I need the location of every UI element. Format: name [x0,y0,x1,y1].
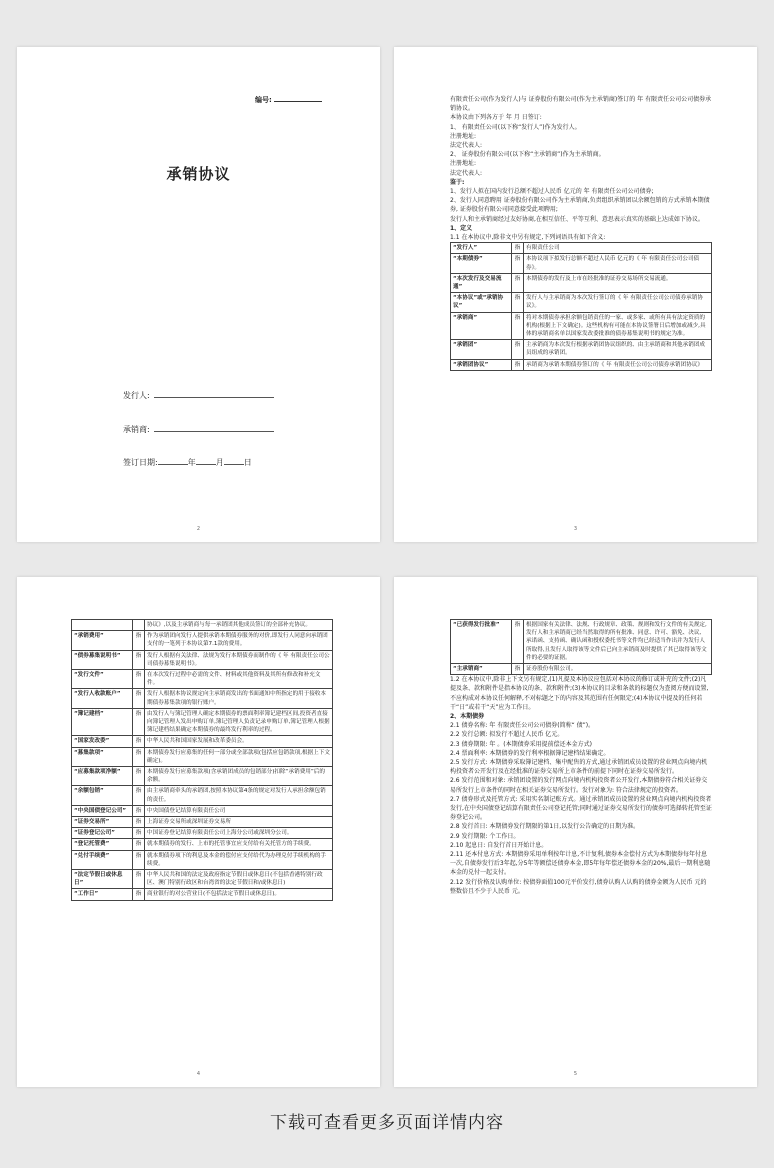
definition-term: “本次发行及交易流通” [451,273,512,292]
page-number: 3 [573,526,578,532]
definition-row [72,786,333,805]
party-line-8: 法定代表人: [450,169,483,177]
page-3 [394,47,757,542]
definition-row [72,870,333,889]
bond-term-10: 2.8 发行首日: 本期债券发行期限的第1日,以发行公告确定的日期为准。 [450,823,640,831]
definition-row [72,850,333,869]
bond-terms [450,675,712,896]
definition-term: “发行人” [451,243,512,254]
bond-term-4: 2.2 发行总额: 拟发行不超过人民币 亿元。 [450,731,564,739]
definition-marker: 指 [512,273,524,292]
party-line-6: 2、 证券股份有限公司(以下称“主承销商”)作为主承销商。 [450,151,605,159]
definition-term: “发行人收款账户” [72,689,133,708]
definition-row [72,889,333,900]
definition-text: 根据国家有关法律、法规、行政规章、政策、规则和发行文件的有关规定,发行人和主承销商已经当然取得的所有批准、同意、许可、豁免、决议、承诺函、支持函、确认函和授权委托书等文件均已经适当作出并为发行人所取得,且发行人取得该等文件后已向主承销商及时提供了其已取得该等文件的必要的证据。 [524,620,712,664]
bond-term-12: 2.10 起息日: 自发行首日开始计息。 [450,841,548,849]
definition-marker: 指 [133,747,145,766]
definition-term: “募集款项” [72,747,133,766]
definition-text: 商业银行的对公营业日(不包括法定节假日或休息日)。 [145,889,333,900]
definition-row [451,359,712,370]
definition-term: “发行文件” [72,670,133,689]
definition-text: 证券股份有限公司。 [524,664,712,675]
definition-marker: 指 [133,650,145,669]
definition-text: 在本次发行过程中必需的文件、材料或其他资料及其所有修改和补充文件。 [145,670,333,689]
definition-text: 本期债券发行应募集的任何一部分或全部款项(包括应包销款项,根据上下文确定)。 [145,747,333,766]
definition-row [72,650,333,669]
date-label: 签订日期: [123,458,158,467]
definition-marker [133,620,145,631]
definition-text: 主承销商为本次发行根据承销团协议组织的、由主承销商和其他承销团成员组成的承销团。 [524,340,712,359]
definition-marker: 指 [133,850,145,869]
definition-text: 本期债券的发行及上市在经批准的证券交易场所交易流通。 [524,273,712,292]
definition-term: “本协议”或“承销协议” [451,293,512,312]
bond-term-11: 2.9 发行期限: 个工作日。 [450,832,520,840]
definition-row [451,243,712,254]
definition-marker: 指 [512,254,524,273]
definition-term: “余额包销” [72,786,133,805]
definition-term: “已获得发行批准” [451,620,512,664]
definition-text: 发行人与主承销商为本次发行签订的《 年 有限责任公司公司债券承销协议》。 [524,293,712,312]
page-5-body [450,619,712,896]
definition-term: “法定节假日或休息日” [72,870,133,889]
definition-text: 由发行人与簿记管理人确定本期债券的票面利率簿记建档区间,投资者直接向簿记管理人发出申购订单,簿记管理人负责记录申购订单,簿记管理人根据簿记建档结果确定本期债券的最终发行利率的过程。 [145,708,333,736]
definition-row [72,670,333,689]
definition-text: 中华人民共和国国家发展和改革委员会。 [145,736,333,747]
day-label: 日 [243,458,252,467]
whereas-item-2: 2、发行人同意聘用 证券股份有限公司作为主承销商,负责组织承销团以余额包销的方式承销本期债券, 证券股份有限公司同意接受此项聘用; [450,197,710,214]
definition-term: “国家发改委” [72,736,133,747]
signing-date [123,457,252,468]
definition-marker: 指 [133,708,145,736]
definition-row [451,620,712,664]
definition-row [72,817,333,828]
page-4-body [71,619,333,901]
definition-row [451,340,712,359]
definition-term: “承销团协议” [451,359,512,370]
definition-term: “主承销商” [451,664,512,675]
bond-term-5: 2.3 债券期限: 年 。(本期债券采用提前偿还本金方式) [450,740,592,748]
bond-term-13: 2.11 还本付息方式: 本期债券采用单利按年计息,不计复利,债券本金偿付方式为本期债券每年付息一次,自债券发行后3年起,分5年等额偿还债券本金,即5年每年偿还债券本金的20%,最后一期利息随本金的兑付一起支付。 [450,851,711,877]
definition-text: 中国证券登记结算有限责任公司上海分公司或深圳分公司。 [145,828,333,839]
definition-marker: 指 [512,620,524,664]
bond-term-1: 1.2 在本协议中,除非上下文另有规定,(1)凡提及本协议应包括对本协议的修订或补充的文件;(2)凡提及条、款和附件是指本协议的条、款和附件;(3)本协议的目录和条款的标题仅为查阅方便而设置,不应构成对本协议任何解释,不对标题之下的内容及其范围有任何限定;(4)本协议中提及的任何若干“日”或若干“天”应为工作日。 [450,676,709,711]
bond-term-8: 2.6 发行范围和对象: 承销团设置的发行网点向境内机构投资者公开发行,本期债券符合相关证券交易所发行上市条件的同时在相关证券交易所发行。发行对象为: 符合法律规定的投资者。 [450,777,708,794]
whereas-item-1: 1、发行人拟在国内发行总额不超过人民币 亿元的 年 有限责任公司公司债券; [450,188,654,196]
issuer-signature-line [123,390,274,401]
agreement-number [255,95,322,105]
definition-term: “簿记建档” [72,708,133,736]
party-line-2: 本协议由下列各方于 年 月 日签订: [450,114,542,122]
definition-text: 发行人根据有关法律、法规为发行本期债券而制作的《 年 有限责任公司公司债券募集说明书》。 [145,650,333,669]
page-4 [17,577,380,1087]
definition-text: 协议》,以及主承销商与每一承销团其他成员签订的全部补充协议。 [145,620,333,631]
party-line-1: 有限责任公司(作为发行人)与 证券股份有限公司(作为主承销商)签订的 年 有限责任公司公司债券承销协议。 [450,96,712,113]
bond-term-9: 2.7 债券形式及托管方式: 采用实名制记账方式。通过承销团成员设置的营业网点向境内机构投资者发行,在中央国债登记结算有限责任公司登记托管;同时通过证券交易所发行的债券可选择转托管至证券登记公司。 [450,795,712,822]
definition-text: 本期债券发行应募集款项(含承销团成员的包销部分)扣除“承销费用”后的余额。 [145,767,333,786]
bond-term-14: 2.12 发行价格及认购单位: 按债券面值100元平价发行,债券认购人认购的债券金额为人民币 元的整数倍且不少于人民币 元。 [450,878,707,895]
definition-text: 承销商为承销本期债券签订的《 年 有限责任公司公司债券承销团协议》 [524,359,712,370]
definition-row [72,805,333,816]
page-number: 4 [196,1071,201,1077]
definition-marker: 指 [133,889,145,900]
definition-row [72,708,333,736]
page-3-body [450,95,712,371]
definition-term: “证券登记公司” [72,828,133,839]
definition-text: 本协议项下拟发行总额不超过人民币 亿元的《 年 有限责任公司公司债券》。 [524,254,712,273]
definition-row [72,747,333,766]
whereas-item-3: 发行人和主承销商经过友好协商,在相互信任、平等互利、意思表示真实的基础上达成如下协议。 [450,215,704,223]
party-line-5: 法定代表人: [450,142,483,150]
definition-marker: 指 [512,293,524,312]
underwriter-label: 承销商: [123,425,150,434]
definition-row [451,312,712,340]
definition-marker: 指 [133,786,145,805]
definition-marker: 指 [133,736,145,747]
definition-text: 中央国债登记结算有限责任公司 [145,805,333,816]
definition-term: “登记托管费” [72,839,133,850]
definition-text: 就本期债券的发行、上市的托管事宜应支付给有关托管方的手续费。 [145,839,333,850]
definition-term: “兑付手续费” [72,850,133,869]
definition-marker: 指 [512,312,524,340]
definition-marker: 指 [512,664,524,675]
page-number: 2 [196,526,201,532]
definitions-table [450,242,712,371]
definition-marker: 指 [512,340,524,359]
definition-text: 上海证券交易所或深圳证券交易所 [145,817,333,828]
definition-marker: 指 [133,670,145,689]
definition-text: 中华人民共和国的法定及政府指定节假日或休息日(不包括香港特别行政区、澳门特别行政区和台湾省的法定节假日和/或休息日) [145,870,333,889]
section-1-title: 1、定义 [450,224,473,232]
page-number: 5 [573,1071,578,1077]
definition-row [72,631,333,650]
definition-text: 有限责任公司 [524,243,712,254]
definition-text: 作为承销团向发行人提供承销本期债券服务的对价,即发行人同意向承销团支付的一笔列于本协议第7.1款的费用。 [145,631,333,650]
party-line-4: 注册地址: [450,132,477,140]
definition-term: “应募集款项净额” [72,767,133,786]
underwriter-signature-line [123,424,274,435]
definition-text: 就本期债券项下的利息及本金的偿付应支付给代为办理兑付手续机构的手续费。 [145,850,333,869]
definition-marker: 指 [133,689,145,708]
definition-row [451,664,712,675]
definition-text: 将对本期债券承担余额包销责任的一家、或多家、或所有具有法定资质的机构(根据上下文确定)。这些机构有可能在本协议签署日后增加或减少,具体的承销商名单以国家发改委批准的债券募集说明书的规定为准。 [524,312,712,340]
definition-term: “中央国债登记公司” [72,805,133,816]
whereas-title: 鉴于: [450,178,465,186]
definition-term: “债券募集说明书” [72,650,133,669]
definition-term: “承销费用” [72,631,133,650]
definition-term: “承销商” [451,312,512,340]
definition-term: “承销团” [451,340,512,359]
definition-row [451,254,712,273]
definition-marker: 指 [512,359,524,370]
definition-row [72,839,333,850]
definition-row [72,689,333,708]
definition-row [72,620,333,631]
definition-marker: 指 [133,817,145,828]
whereas-list [450,187,712,224]
month-label: 月 [215,458,224,467]
party-lines [450,95,712,178]
download-more-banner[interactable]: 下载可查看更多页面详情内容 [270,1113,504,1133]
definition-row [72,736,333,747]
definition-row [451,273,712,292]
page-5 [394,577,757,1087]
definition-term: “工作日” [72,889,133,900]
bond-term-7: 2.5 发行方式: 本期债券采取簿记建档、集中配售的方式,通过承销团成员设置的营业网点向境内机构投资者公开发行及在经批准的证券交易所上市条件的前提下同时在证券交易所发行。 [450,759,708,776]
definition-row [451,293,712,312]
page-2-cover [17,47,380,542]
document-title: 承销协议 [166,165,231,183]
definition-term: “证券交易所” [72,817,133,828]
bond-term-3: 2.1 债券名称: 年 有限责任公司公司债券(简称“ 债”)。 [450,722,595,730]
code-label: 编号: [255,96,272,104]
bond-term-2: 2、本期债券 [450,713,485,721]
definitions-intro: 1.1 在本协议中,除非文中另有规定,下列词语具有如下含义: [450,234,606,242]
definition-marker: 指 [512,243,524,254]
definition-term: “本期债券” [451,254,512,273]
definitions-table [450,619,712,675]
definition-marker: 指 [133,767,145,786]
party-line-3: 1、 有限责任公司(以下称“发行人”)作为发行人。 [450,123,581,131]
definition-row [72,767,333,786]
definition-term [72,620,133,631]
party-line-7: 注册地址: [450,160,477,168]
bond-term-6: 2.4 票面利率: 本期债券的发行利率根据簿记建档结果确定。 [450,749,610,757]
issuer-label: 发行人: [123,391,150,400]
year-label: 年 [187,458,196,467]
definition-marker: 指 [133,828,145,839]
definition-text: 由主承销商牵头的承销团,按照本协议第4条的规定对发行人承担余额包销的责任。 [145,786,333,805]
definition-marker: 指 [133,870,145,889]
definition-text: 发行人根据本协议规定向主承销商发出的书面通知中所指定的用于接收本期债券募集款项的银行账户。 [145,689,333,708]
definition-row [72,828,333,839]
definition-marker: 指 [133,805,145,816]
definitions-table [71,619,333,901]
definition-marker: 指 [133,631,145,650]
definition-marker: 指 [133,839,145,850]
